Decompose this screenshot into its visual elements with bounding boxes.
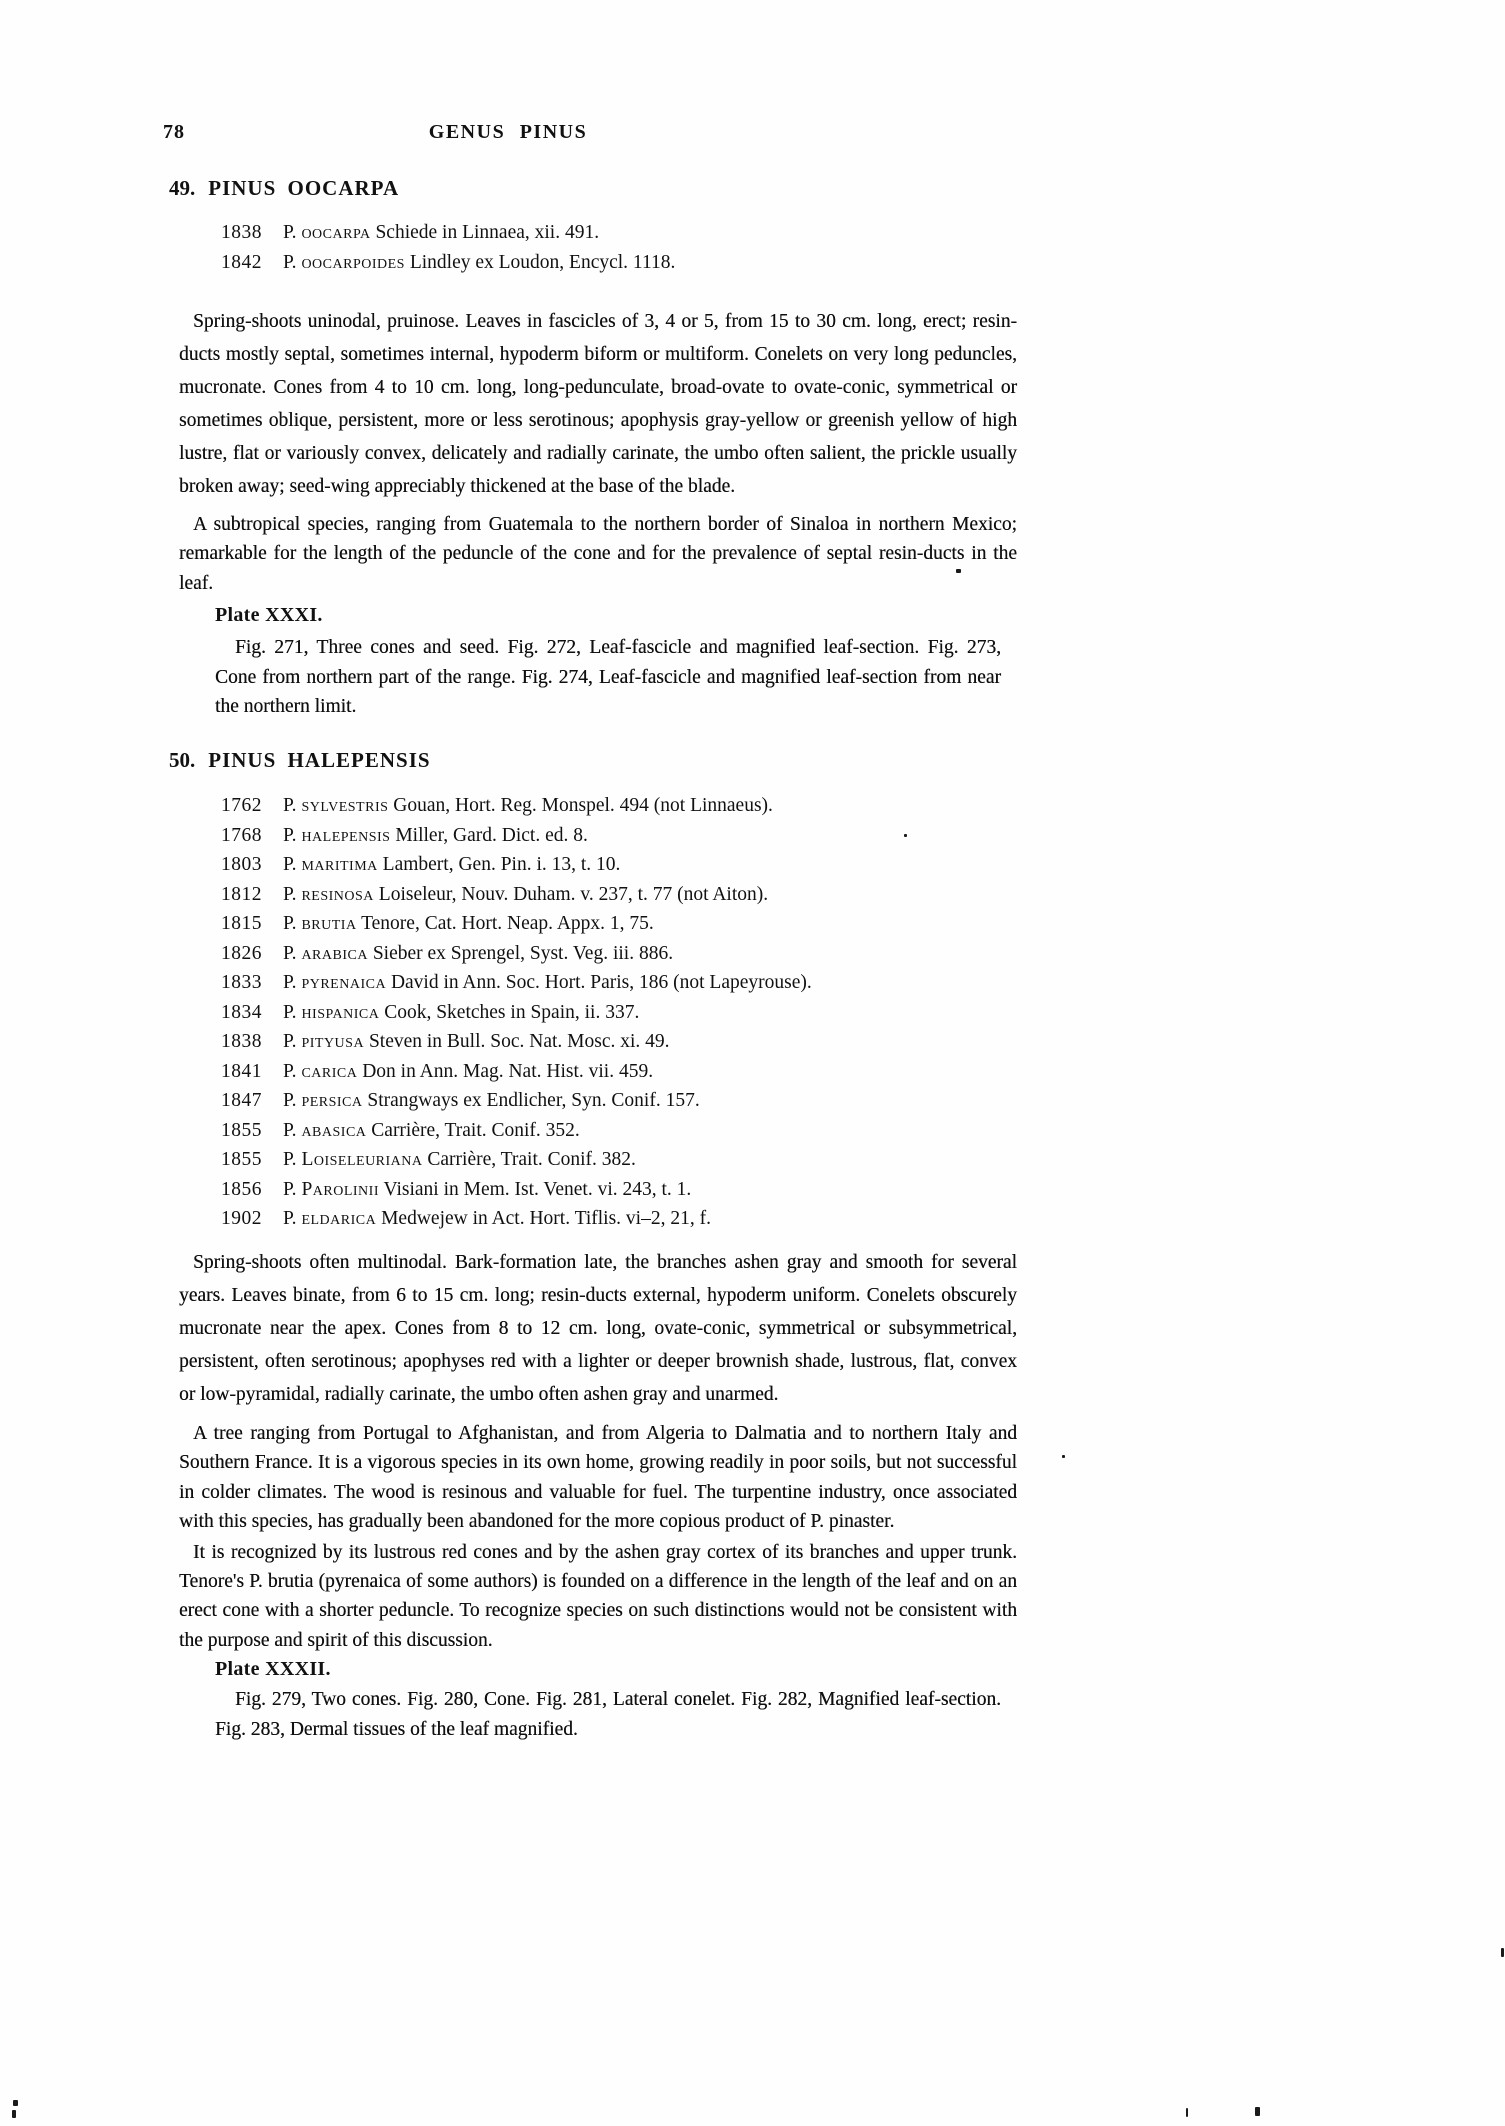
synonym-genus: P. bbox=[283, 222, 297, 243]
synonym-row bbox=[221, 1116, 1023, 1146]
synonym-name bbox=[283, 222, 371, 243]
synonym-name bbox=[283, 825, 390, 846]
species-name: PINUS HALEPENSIS bbox=[208, 748, 431, 773]
plate-caption-31: Fig. 271, Three cones and seed. Fig. 272, Leaf-fascicle and magnified leaf-section. Fig. 273, Cone from northern part of the range. Fig. 274, Leaf-fascicle and magnified leaf-section from near the northern limit. bbox=[215, 637, 1001, 718]
synonym-citation: Miller, Gard. Dict. ed. 8. bbox=[395, 824, 588, 846]
synonym-genus: P. bbox=[283, 972, 297, 994]
synonym-name bbox=[283, 1002, 379, 1023]
synonym-epithet: pyrenaica bbox=[301, 972, 387, 994]
synonym-row bbox=[221, 821, 1023, 851]
plate-heading-31: Plate XXXI. bbox=[215, 604, 323, 627]
synonym-genus: P. bbox=[283, 1119, 297, 1141]
scan-speck bbox=[1501, 1948, 1504, 1957]
species-section-49 bbox=[163, 176, 1023, 721]
identification-paragraph-50: It is recognized by its lustrous red cones and by the ashen gray cortex of its branches and upper trunk. Tenore's P. brutia (pyrenaica of some authors) is founded on a difference in the length of the leaf and on an erect cone with a shorter peduncle. To recognize species on such distinctions would not be consistent with the purpose and spirit of this discussion. bbox=[179, 1541, 1017, 1651]
synonym-year: 1826 bbox=[221, 942, 262, 964]
synonym-genus: P. bbox=[283, 883, 297, 905]
synonym-citation: Tenore, Cat. Hort. Neap. Appx. 1, 75. bbox=[361, 913, 654, 935]
synonym-row bbox=[221, 791, 1023, 821]
synonym-name bbox=[283, 795, 388, 816]
synonym-name bbox=[283, 854, 378, 875]
synonym-citation: Steven in Bull. Soc. Nat. Mosc. xi. 49. bbox=[368, 1031, 670, 1053]
synonym-row bbox=[221, 248, 1023, 278]
species-section-50 bbox=[163, 748, 1023, 1744]
synonym-year: 1834 bbox=[221, 1001, 262, 1023]
scan-speck bbox=[1062, 1455, 1065, 1458]
synonym-year: 1768 bbox=[221, 824, 262, 846]
description-paragraph-49: Spring-shoots uninodal, pruinose. Leaves in fascicles of 3, 4 or 5, from 15 to 30 cm. long, erect; resin-ducts mostly septal, sometimes internal, hypoderm biform or multiform. Conelets on very long peduncles, mucronate. Cones from 4 to 10 cm. long, long-pedunculate, broad-ovate to ovate-conic, symmetrical or sometimes oblique, persistent, more or less serotinous; apophysis gray-yellow or greenish yellow of high lustre, flat or variously convex, delicately and radially carinate, the umbo often salient, the prickle usually broken away; seed-wing appreciably thickened at the base of the blade. bbox=[179, 311, 1017, 497]
synonym-genus: P. bbox=[283, 1090, 297, 1112]
synonym-epithet: persica bbox=[301, 1090, 363, 1112]
synonym-citation: Sieber ex Sprengel, Syst. Veg. iii. 886. bbox=[372, 942, 674, 964]
synonym-genus: P. bbox=[283, 824, 297, 846]
synonym-row bbox=[221, 909, 1023, 939]
synonym-name bbox=[283, 1208, 376, 1229]
synonym-row bbox=[221, 1057, 1023, 1087]
species-heading-50 bbox=[169, 748, 1023, 772]
synonym-citation: Medwejew in Act. Hort. Tiflis. vi–2, 21, f. bbox=[381, 1208, 711, 1230]
synonym-year: 1815 bbox=[221, 913, 262, 935]
synonym-year: 1812 bbox=[221, 883, 262, 905]
synonym-year: 1902 bbox=[221, 1208, 262, 1230]
synonym-year: 1762 bbox=[221, 795, 262, 817]
synonym-citation: Cook, Sketches in Spain, ii. 337. bbox=[384, 1001, 640, 1023]
synonym-year: 1833 bbox=[221, 972, 262, 994]
synonym-year: 1842 bbox=[221, 251, 262, 273]
synonym-epithet: Parolinii bbox=[301, 1178, 379, 1200]
synonym-epithet: brutia bbox=[301, 913, 357, 935]
synonym-epithet: carica bbox=[301, 1060, 358, 1082]
page-content bbox=[163, 0, 1023, 1744]
synonym-citation: Schiede in Linnaea, xii. 491. bbox=[375, 222, 600, 243]
species-number: 49. bbox=[169, 176, 196, 200]
synonym-genus: P. bbox=[283, 1178, 297, 1200]
synonym-epithet: hispanica bbox=[301, 1001, 380, 1023]
synonym-epithet: Loiseleuriana bbox=[301, 1149, 423, 1171]
synonym-row bbox=[221, 218, 1023, 248]
synonym-epithet: oocarpa bbox=[301, 222, 371, 243]
scan-speck bbox=[904, 834, 907, 837]
synonym-citation: Loiseleur, Nouv. Duham. v. 237, t. 77 (not Aiton). bbox=[378, 883, 769, 905]
synonymy-list-50 bbox=[163, 791, 1023, 1234]
synonym-genus: P. bbox=[283, 1149, 297, 1171]
synonym-row bbox=[221, 1175, 1023, 1205]
synonym-citation: Lindley ex Loudon, Encycl. 1118. bbox=[409, 251, 676, 273]
synonym-row bbox=[221, 939, 1023, 969]
synonym-citation: Carrière, Trait. Conif. 382. bbox=[427, 1149, 636, 1171]
synonym-row bbox=[221, 880, 1023, 910]
synonym-name bbox=[283, 1149, 423, 1170]
synonym-epithet: abasica bbox=[301, 1119, 367, 1141]
synonym-name bbox=[283, 1120, 366, 1141]
synonym-genus: P. bbox=[283, 795, 297, 817]
synonym-year: 1855 bbox=[221, 1149, 262, 1171]
description-paragraph-50: Spring-shoots often multinodal. Bark-formation late, the branches ashen gray and smooth for several years. Leaves binate, from 6 to 15 cm. long; resin-ducts external, hypoderm uniform. Conelets obscurely mucronate near the apex. Cones from 8 to 12 cm. long, ovate-conic, symmetrical or subsymmetrical, persistent, often serotinous; apophyses red with a lighter or deeper brownish shade, lustrous, flat, convex or low-pyramidal, radially carinate, the umbo often ashen gray and unarmed. bbox=[179, 1251, 1017, 1405]
synonym-citation: David in Ann. Soc. Hort. Paris, 186 (not Lapeyrouse). bbox=[390, 972, 812, 994]
range-paragraph-50: A tree ranging from Portugal to Afghanistan, and from Algeria to Dalmatia and to northern Italy and Southern France. It is a vigorous species in its own home, growing readily in poor soils, but not successful in colder climates. The wood is resinous and valuable for fuel. The turpentine industry, once associated with this species, has gradually been abandoned for the more copious product of P. pinaster. bbox=[179, 1422, 1017, 1533]
synonym-year: 1838 bbox=[221, 1031, 262, 1053]
synonym-epithet: sylvestris bbox=[301, 795, 389, 817]
synonym-epithet: eldarica bbox=[301, 1208, 377, 1230]
plate-caption-32: Fig. 279, Two cones. Fig. 280, Cone. Fig. 281, Lateral conelet. Fig. 282, Magnified leaf-section. Fig. 283, Dermal tissues of the leaf magnified. bbox=[215, 1689, 1001, 1740]
page-header bbox=[163, 121, 1023, 143]
synonym-epithet: pityusa bbox=[301, 1031, 365, 1053]
scan-speck bbox=[1186, 2108, 1188, 2117]
synonym-name bbox=[283, 884, 374, 905]
synonym-genus: P. bbox=[283, 251, 297, 273]
synonym-row bbox=[221, 1204, 1023, 1234]
synonym-row bbox=[221, 1086, 1023, 1116]
synonym-year: 1856 bbox=[221, 1178, 262, 1200]
synonym-epithet: maritima bbox=[301, 854, 378, 876]
synonym-genus: P. bbox=[283, 913, 297, 935]
synonym-name bbox=[283, 1090, 363, 1111]
synonym-row bbox=[221, 968, 1023, 998]
synonym-year: 1803 bbox=[221, 854, 262, 876]
synonym-citation: Carrière, Trait. Conif. 352. bbox=[371, 1119, 580, 1141]
synonym-citation: Lambert, Gen. Pin. i. 13, t. 10. bbox=[382, 854, 621, 876]
scan-speck bbox=[13, 2100, 18, 2106]
species-heading-49 bbox=[169, 176, 1023, 200]
synonym-year: 1841 bbox=[221, 1060, 262, 1082]
synonymy-list-49 bbox=[163, 218, 1023, 277]
synonym-year: 1855 bbox=[221, 1119, 262, 1141]
synonym-citation: Don in Ann. Mag. Nat. Hist. vii. 459. bbox=[362, 1060, 654, 1082]
range-paragraph-49: A subtropical species, ranging from Guatemala to the northern border of Sinaloa in northern Mexico; remarkable for the length of the peduncle of the cone and for the prevalence of septal resin-ducts in the leaf. bbox=[179, 514, 1017, 594]
scan-speck bbox=[956, 569, 961, 573]
scan-speck bbox=[12, 2110, 16, 2118]
synonym-genus: P. bbox=[283, 854, 297, 876]
synonym-epithet: halepensis bbox=[301, 824, 391, 846]
synonym-genus: P. bbox=[283, 1208, 297, 1230]
species-name: PINUS OOCARPA bbox=[208, 176, 400, 200]
synonym-genus: P. bbox=[283, 1060, 297, 1082]
synonym-genus: P. bbox=[283, 942, 297, 964]
synonym-epithet: arabica bbox=[301, 942, 368, 964]
synonym-citation: Strangways ex Endlicher, Syn. Conif. 157. bbox=[367, 1090, 700, 1112]
synonym-name bbox=[283, 1031, 364, 1052]
synonym-genus: P. bbox=[283, 1001, 297, 1023]
synonym-year: 1847 bbox=[221, 1090, 262, 1112]
running-title: GENUS PINUS bbox=[428, 121, 588, 143]
synonym-name bbox=[283, 252, 405, 273]
species-number: 50. bbox=[169, 748, 196, 773]
synonym-genus: P. bbox=[283, 1031, 297, 1053]
synonym-row bbox=[221, 1145, 1023, 1175]
page-number: 78 bbox=[163, 121, 185, 143]
synonym-name bbox=[283, 972, 386, 993]
synonym-year: 1838 bbox=[221, 222, 262, 243]
synonym-citation: Gouan, Hort. Reg. Monspel. 494 (not Linnaeus). bbox=[393, 795, 773, 817]
synonym-epithet: resinosa bbox=[301, 883, 374, 905]
synonym-row bbox=[221, 1027, 1023, 1057]
synonym-row bbox=[221, 850, 1023, 880]
plate-heading-32: Plate XXXII. bbox=[215, 1658, 331, 1681]
synonym-row bbox=[221, 998, 1023, 1028]
synonym-name bbox=[283, 1061, 357, 1082]
synonym-name bbox=[283, 943, 368, 964]
synonym-name bbox=[283, 1179, 379, 1200]
synonym-epithet: oocarpoides bbox=[301, 251, 405, 273]
synonym-name bbox=[283, 913, 357, 934]
synonym-citation: Visiani in Mem. Ist. Venet. vi. 243, t. 1. bbox=[383, 1178, 692, 1200]
scan-speck bbox=[1255, 2107, 1260, 2116]
